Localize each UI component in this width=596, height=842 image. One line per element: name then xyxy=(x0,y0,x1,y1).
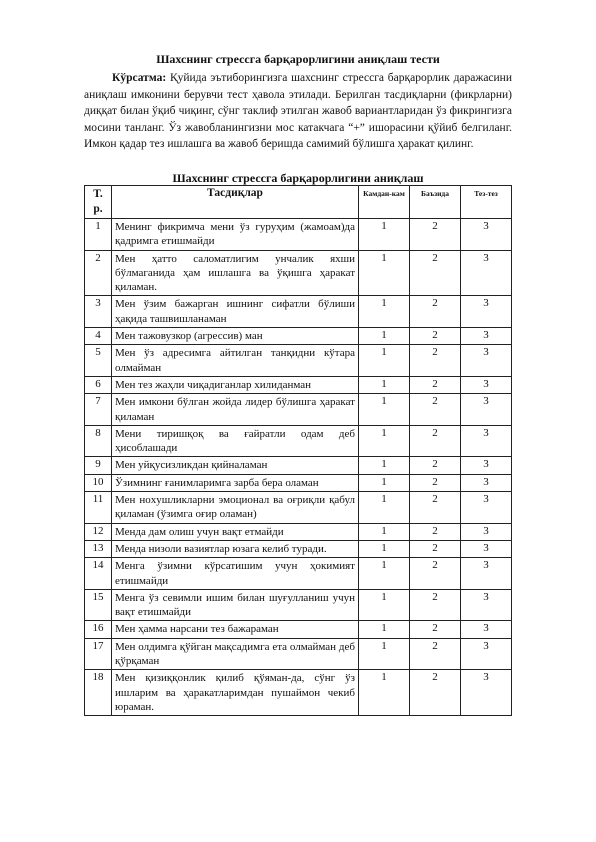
option-rarely[interactable]: 1 xyxy=(359,670,410,716)
table-row xyxy=(85,621,512,638)
row-number: 13 xyxy=(85,540,112,557)
option-rarely[interactable]: 1 xyxy=(359,457,410,474)
option-sometimes[interactable]: 2 xyxy=(410,523,461,540)
table-title: Шахснинг стрессга барқарорлигини аниқлаш xyxy=(172,171,424,185)
instruction-label: Кўрсатма: xyxy=(112,72,167,84)
option-rarely[interactable]: 1 xyxy=(359,589,410,621)
option-rarely[interactable]: 1 xyxy=(359,638,410,670)
row-statement: Мен қизиққонлик қилиб қўяман-да, сўнг ўз ишларим ва ҳаракатларимдан пушаймон чекиб юраман. xyxy=(112,670,359,716)
table-row xyxy=(85,523,512,540)
option-sometimes[interactable]: 2 xyxy=(410,345,461,377)
option-rarely[interactable]: 1 xyxy=(359,376,410,393)
option-often[interactable]: 3 xyxy=(461,345,512,377)
option-often[interactable]: 3 xyxy=(461,394,512,426)
option-often[interactable]: 3 xyxy=(461,250,512,296)
table-row xyxy=(85,492,512,524)
row-number: 11 xyxy=(85,492,112,524)
option-sometimes[interactable]: 2 xyxy=(410,376,461,393)
row-number: 1 xyxy=(85,219,112,251)
option-sometimes[interactable]: 2 xyxy=(410,457,461,474)
row-statement: Менда дам олиш учун вақт етмайди xyxy=(112,523,359,540)
option-often[interactable]: 3 xyxy=(461,425,512,457)
table-header-row xyxy=(85,186,512,219)
option-sometimes[interactable]: 2 xyxy=(410,540,461,557)
row-number: 7 xyxy=(85,394,112,426)
row-number: 15 xyxy=(85,589,112,621)
table-row xyxy=(85,425,512,457)
header-number: Т. р. xyxy=(85,186,112,219)
table-row xyxy=(85,457,512,474)
option-often[interactable]: 3 xyxy=(461,219,512,251)
option-rarely[interactable]: 1 xyxy=(359,425,410,457)
option-rarely[interactable]: 1 xyxy=(359,328,410,345)
row-number: 8 xyxy=(85,425,112,457)
questionnaire-table xyxy=(84,185,512,716)
row-number: 5 xyxy=(85,345,112,377)
row-number: 6 xyxy=(85,376,112,393)
row-number: 9 xyxy=(85,457,112,474)
table-row xyxy=(85,219,512,251)
option-rarely[interactable]: 1 xyxy=(359,219,410,251)
option-sometimes[interactable]: 2 xyxy=(410,670,461,716)
table-row xyxy=(85,474,512,491)
option-sometimes[interactable]: 2 xyxy=(410,328,461,345)
row-statement: Мен ўз адресимга айтилган танқидни кўтара олмайман xyxy=(112,345,359,377)
row-statement: Мени тиришқоқ ва ғайратли одам деб ҳисоблашади xyxy=(112,425,359,457)
option-often[interactable]: 3 xyxy=(461,621,512,638)
row-number: 16 xyxy=(85,621,112,638)
option-rarely[interactable]: 1 xyxy=(359,345,410,377)
option-rarely[interactable]: 1 xyxy=(359,394,410,426)
option-often[interactable]: 3 xyxy=(461,523,512,540)
row-statement: Менга ўз севимли ишим билан шуғулланиш учун вақт етишмайди xyxy=(112,589,359,621)
row-number: 4 xyxy=(85,328,112,345)
row-statement: Менда низоли вазиятлар юзага келиб туради. xyxy=(112,540,359,557)
option-sometimes[interactable]: 2 xyxy=(410,425,461,457)
row-number: 14 xyxy=(85,558,112,590)
option-often[interactable]: 3 xyxy=(461,376,512,393)
option-sometimes[interactable]: 2 xyxy=(410,589,461,621)
option-often[interactable]: 3 xyxy=(461,670,512,716)
table-row xyxy=(85,589,512,621)
row-number: 18 xyxy=(85,670,112,716)
option-sometimes[interactable]: 2 xyxy=(410,250,461,296)
row-number: 12 xyxy=(85,523,112,540)
table-row xyxy=(85,670,512,716)
header-sometimes: Баъзида xyxy=(410,186,461,219)
row-statement: Мен ўзим бажарган ишнинг сифатли бўлиши ҳақида ташвишланаман xyxy=(112,296,359,328)
option-often[interactable]: 3 xyxy=(461,296,512,328)
option-rarely[interactable]: 1 xyxy=(359,558,410,590)
table-row xyxy=(85,250,512,296)
row-statement: Менинг фикримча мени ўз гуруҳим (жамоам)да қадримга етишмайди xyxy=(112,219,359,251)
table-row xyxy=(85,296,512,328)
row-statement: Ўзимнинг ғанимларимга зарба бера оламан xyxy=(112,474,359,491)
header-often: Тез-тез xyxy=(461,186,512,219)
header-statement: Тасдиқлар xyxy=(112,186,359,219)
option-sometimes[interactable]: 2 xyxy=(410,474,461,491)
row-statement: Мен ҳатто саломатлигим унчалик яхши бўлмаганида ҳам ишлашга ва ўқишга ҳаракат қиламан. xyxy=(112,250,359,296)
row-number: 3 xyxy=(85,296,112,328)
row-number: 10 xyxy=(85,474,112,491)
table-row xyxy=(85,328,512,345)
option-often[interactable]: 3 xyxy=(461,558,512,590)
row-number: 2 xyxy=(85,250,112,296)
option-sometimes[interactable]: 2 xyxy=(410,492,461,524)
row-statement: Менга ўзимни кўрсатишим учун ҳокимият етишмайди xyxy=(112,558,359,590)
table-row xyxy=(85,345,512,377)
option-often[interactable]: 3 xyxy=(461,492,512,524)
table-row xyxy=(85,638,512,670)
table-row xyxy=(85,376,512,393)
option-rarely[interactable]: 1 xyxy=(359,474,410,491)
option-sometimes[interactable]: 2 xyxy=(410,394,461,426)
option-sometimes[interactable]: 2 xyxy=(410,296,461,328)
option-rarely[interactable]: 1 xyxy=(359,621,410,638)
row-statement: Мен ноxушликларни эмоционал ва оғриқли қабул қиламан (ўзимга оғир оламан) xyxy=(112,492,359,524)
row-statement: Мен олдимга қўйган мақсадимга ета олмайман деб қўрқаман xyxy=(112,638,359,670)
table-row xyxy=(85,558,512,590)
option-sometimes[interactable]: 2 xyxy=(410,219,461,251)
instruction-text: Қуйида эътиборингизга шахснинг стрессга барқарорлик даражасини аниқлаш имконини берувчи тест ҳавола этилади. Берилган тасдиқларни (фикрларни) диққат билан ўқиб чиқинг, сўнг таклиф этилган жавоб вариантларидан ўз фикрингизга мосини танланг. Ўз жавобланингизни мос катакчага “+” ишорасини қўйиб белгиланг. Имкон қадар тез ишлашга ва жавоб беришда самимий бўлишга ҳаракат қилинг. xyxy=(84,72,512,150)
header-rarely: Камдан-кам xyxy=(359,186,410,219)
option-rarely[interactable]: 1 xyxy=(359,492,410,524)
table-row xyxy=(85,540,512,557)
row-statement: Мен тез жаҳли чиқадиганлар хилиданман xyxy=(112,376,359,393)
row-statement: Мен имкони бўлган жойда лидер бўлишга ҳаракат қиламан xyxy=(112,394,359,426)
option-sometimes[interactable]: 2 xyxy=(410,621,461,638)
option-sometimes[interactable]: 2 xyxy=(410,638,461,670)
option-often[interactable]: 3 xyxy=(461,474,512,491)
option-rarely[interactable]: 1 xyxy=(359,540,410,557)
option-rarely[interactable]: 1 xyxy=(359,523,410,540)
option-often[interactable]: 3 xyxy=(461,457,512,474)
option-often[interactable]: 3 xyxy=(461,328,512,345)
row-statement: Мен уйқусизликдан қийналаман xyxy=(112,457,359,474)
row-statement: Мен ҳамма нарсани тез бажараман xyxy=(112,621,359,638)
document-title: Шахснинг стрессга барқарорлигини аниқлаш тести xyxy=(156,52,440,66)
option-often[interactable]: 3 xyxy=(461,589,512,621)
option-often[interactable]: 3 xyxy=(461,540,512,557)
row-number: 17 xyxy=(85,638,112,670)
option-often[interactable]: 3 xyxy=(461,638,512,670)
row-statement: Мен тажовузкор (агрессив) ман xyxy=(112,328,359,345)
table-row xyxy=(85,394,512,426)
option-rarely[interactable]: 1 xyxy=(359,250,410,296)
instruction-paragraph xyxy=(84,70,512,153)
option-sometimes[interactable]: 2 xyxy=(410,558,461,590)
option-rarely[interactable]: 1 xyxy=(359,296,410,328)
